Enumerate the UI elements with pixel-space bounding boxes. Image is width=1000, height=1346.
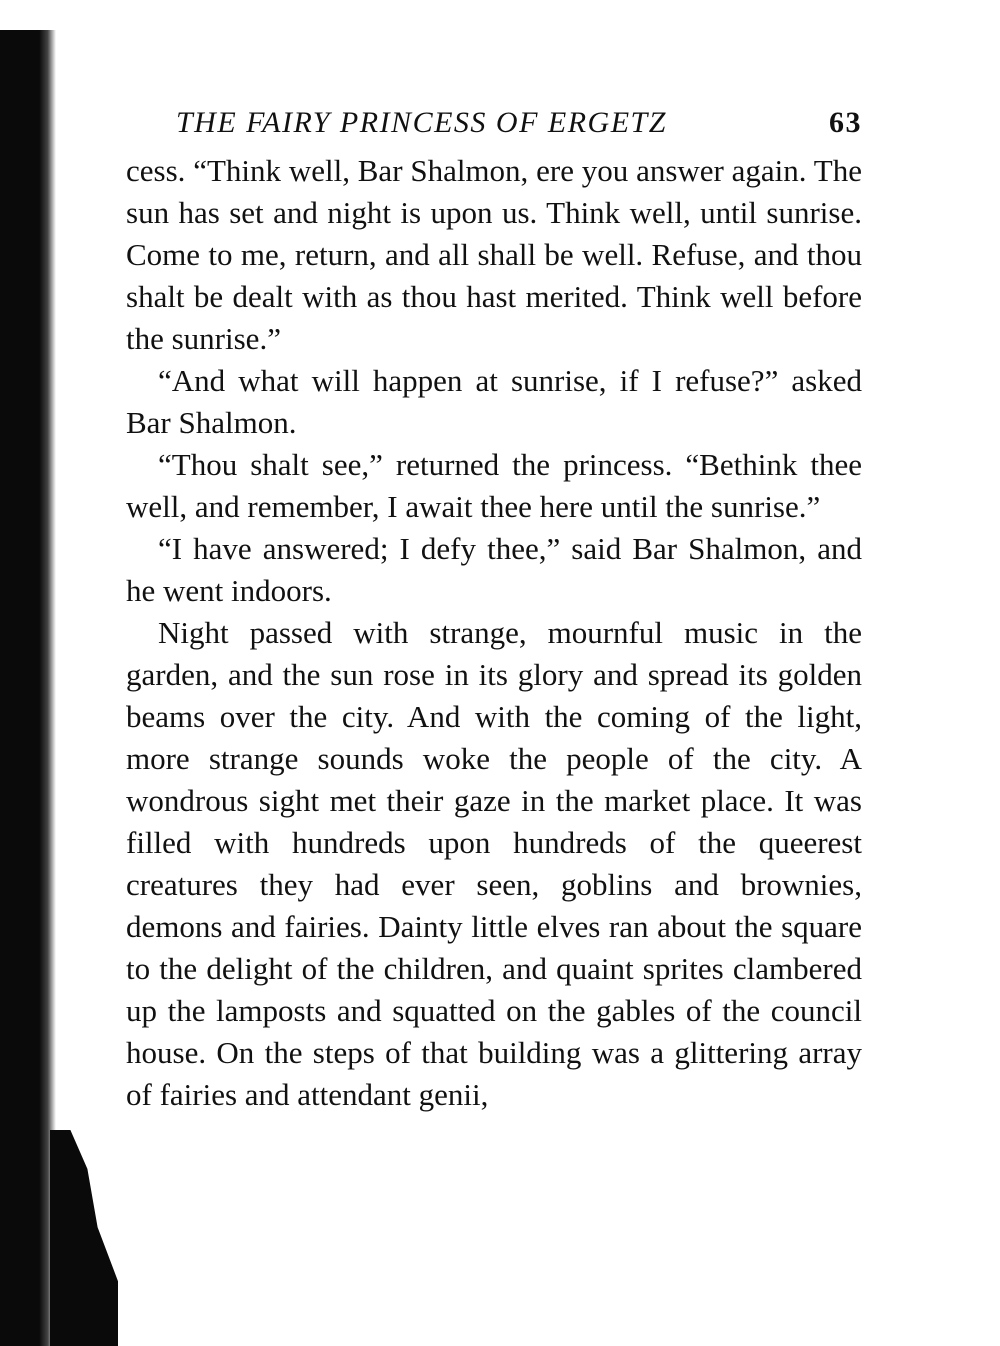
running-header [126, 100, 862, 150]
paragraph: cess. “Think well, Bar Shalmon, ere you answer again. The sun has set and night is upon us. Think well, until sunrise. Come to me, return, and all shall be well. Refuse, and thou shalt be dealt with as thou hast merited. Think well before the sunrise.” [126, 153, 862, 356]
page-body [126, 150, 862, 1116]
paragraph: “Thou shalt see,” returned the princess. “Bethink thee well, and remember, I await thee here until the sunrise.” [126, 447, 862, 524]
book-binding-shadow [0, 30, 56, 1346]
running-title: THE FAIRY PRINCESS OF ERGETZ [176, 106, 667, 139]
page-number: 63 [829, 106, 862, 139]
paragraph: Night passed with strange, mournful music in the garden, and the sun rose in its glory and spread its golden beams over the city. And with the coming of the light, more strange sounds woke the people of the city. A wondrous sight met their gaze in the market place. It was filled with hundreds upon hundreds of the queerest creatures they had ever seen, goblins and brownies, demons and fairies. Dainty little elves ran about the square to the delight of the children, and quaint sprites clambered up the lamposts and squatted on the gables of the council house. On the steps of that building was a glittering array of fairies and attendant genii, [126, 615, 862, 1112]
paragraph: “I have answered; I defy thee,” said Bar Shalmon, and he went indoors. [126, 531, 862, 608]
book-page [126, 100, 862, 1116]
book-binding-shadow-lower [50, 1130, 118, 1346]
paragraph: “And what will happen at sunrise, if I refuse?” asked Bar Shalmon. [126, 363, 862, 440]
